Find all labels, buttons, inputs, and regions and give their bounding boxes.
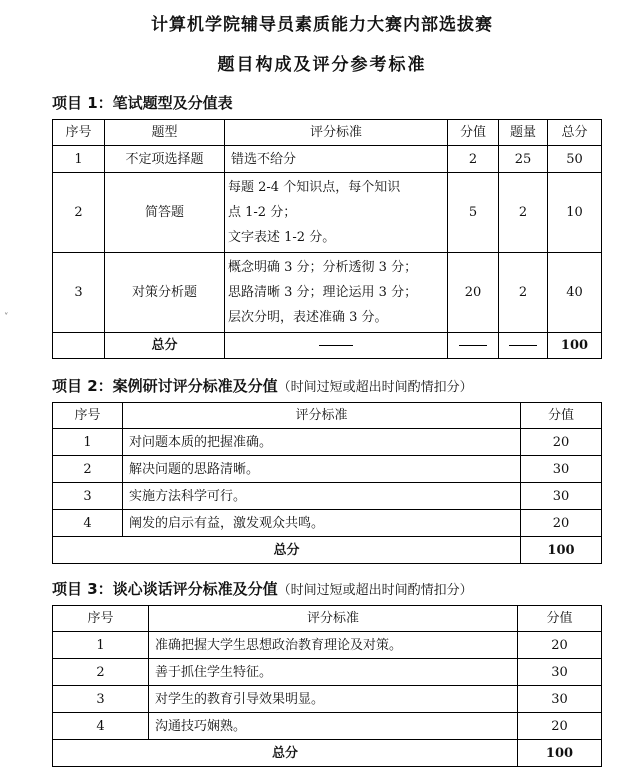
row-no: 2 bbox=[53, 659, 149, 686]
table-header-row bbox=[53, 403, 602, 429]
total-empty-cell bbox=[53, 333, 105, 359]
criteria-line: 思路清晰 3 分；理论运用 3 分； bbox=[228, 285, 418, 300]
row-score: 30 bbox=[521, 483, 602, 510]
section3-heading bbox=[52, 578, 473, 599]
header-type: 题型 bbox=[105, 120, 225, 146]
document-title: 计算机学院辅导员素质能力大赛内部选拔赛 bbox=[151, 15, 493, 35]
row-score: 20 bbox=[518, 632, 602, 659]
section1-heading: 项目 1：笔试题型及分值表 bbox=[52, 94, 233, 112]
header-total: 总分 bbox=[548, 120, 602, 146]
row-score: 20 bbox=[518, 713, 602, 740]
row-criteria: 准确把握大学生思想政治教育理论及对策。 bbox=[149, 632, 518, 659]
row-total: 50 bbox=[548, 146, 602, 173]
total-label: 总分 bbox=[53, 740, 518, 767]
table-row bbox=[53, 510, 602, 537]
row-score: 20 bbox=[448, 253, 499, 333]
header-no: 序号 bbox=[53, 120, 105, 146]
table-row bbox=[53, 429, 602, 456]
row-score: 30 bbox=[518, 686, 602, 713]
row-no: 2 bbox=[53, 173, 105, 253]
total-value: 100 bbox=[518, 740, 602, 767]
heart-talk-table bbox=[52, 605, 602, 767]
row-score: 5 bbox=[448, 173, 499, 253]
header-score: 分值 bbox=[518, 606, 602, 632]
table-row bbox=[53, 173, 602, 253]
table-row bbox=[53, 456, 602, 483]
section3-title: 项目 3：谈心谈话评分标准及分值 bbox=[52, 580, 278, 598]
table-row bbox=[53, 659, 602, 686]
row-criteria: 实施方法科学可行。 bbox=[123, 483, 521, 510]
header-no: 序号 bbox=[53, 403, 123, 429]
row-total: 10 bbox=[548, 173, 602, 253]
section2-heading bbox=[52, 375, 473, 396]
row-total: 40 bbox=[548, 253, 602, 333]
row-no: 4 bbox=[53, 713, 149, 740]
criteria-line: 概念明确 3 分；分析透彻 3 分； bbox=[228, 260, 418, 275]
table-total-row bbox=[53, 740, 602, 767]
table-total-row bbox=[53, 333, 602, 359]
row-no: 1 bbox=[53, 146, 105, 173]
criteria-line: 每题 2-4 个知识点，每个知识 bbox=[228, 180, 401, 195]
header-count: 题量 bbox=[499, 120, 548, 146]
criteria-line: 层次分明，表述准确 3 分。 bbox=[228, 310, 388, 325]
total-label: 总分 bbox=[53, 537, 521, 564]
row-criteria: 错选不给分 bbox=[225, 146, 448, 173]
row-score: 2 bbox=[448, 146, 499, 173]
row-count: 2 bbox=[499, 173, 548, 253]
row-score: 30 bbox=[521, 456, 602, 483]
table-row bbox=[53, 713, 602, 740]
row-criteria bbox=[225, 173, 448, 253]
table-row bbox=[53, 686, 602, 713]
case-study-table bbox=[52, 402, 602, 564]
row-score: 20 bbox=[521, 429, 602, 456]
row-criteria: 沟通技巧娴熟。 bbox=[149, 713, 518, 740]
total-value: 100 bbox=[548, 333, 602, 359]
row-no: 3 bbox=[53, 253, 105, 333]
row-criteria: 解决问题的思路清晰。 bbox=[123, 456, 521, 483]
row-no: 1 bbox=[53, 429, 123, 456]
total-dash-cell bbox=[499, 333, 548, 359]
row-type: 不定项选择题 bbox=[105, 146, 225, 173]
total-label: 总分 bbox=[105, 333, 225, 359]
section3-note: （时间过短或超出时间酌情扣分） bbox=[277, 583, 473, 598]
row-type: 对策分析题 bbox=[105, 253, 225, 333]
header-score: 分值 bbox=[521, 403, 602, 429]
row-criteria bbox=[225, 253, 448, 333]
header-criteria: 评分标准 bbox=[149, 606, 518, 632]
dash-mark bbox=[459, 345, 487, 346]
section2-note: （时间过短或超出时间酌情扣分） bbox=[277, 380, 473, 395]
total-dash-cell bbox=[448, 333, 499, 359]
margin-mark: ˅ bbox=[4, 313, 9, 323]
criteria-line: 点 1-2 分； bbox=[228, 205, 297, 220]
row-type: 简答题 bbox=[105, 173, 225, 253]
row-score: 20 bbox=[521, 510, 602, 537]
row-no: 1 bbox=[53, 632, 149, 659]
header-score: 分值 bbox=[448, 120, 499, 146]
row-count: 2 bbox=[499, 253, 548, 333]
dash-mark bbox=[509, 345, 537, 346]
table-row bbox=[53, 483, 602, 510]
row-score: 30 bbox=[518, 659, 602, 686]
row-no: 3 bbox=[53, 483, 123, 510]
total-dash-cell bbox=[225, 333, 448, 359]
row-criteria: 善于抓住学生特征。 bbox=[149, 659, 518, 686]
table-row bbox=[53, 146, 602, 173]
section2-title: 项目 2：案例研讨评分标准及分值 bbox=[52, 377, 278, 395]
row-no: 4 bbox=[53, 510, 123, 537]
table-header-row bbox=[53, 120, 602, 146]
table-row bbox=[53, 632, 602, 659]
written-exam-table bbox=[52, 119, 602, 359]
dash-mark bbox=[319, 345, 353, 346]
total-value: 100 bbox=[521, 537, 602, 564]
row-count: 25 bbox=[499, 146, 548, 173]
criteria-line: 文字表述 1-2 分。 bbox=[228, 230, 336, 245]
header-criteria: 评分标准 bbox=[225, 120, 448, 146]
row-no: 2 bbox=[53, 456, 123, 483]
row-criteria: 对问题本质的把握准确。 bbox=[123, 429, 521, 456]
document-subtitle: 题目构成及评分参考标准 bbox=[217, 55, 427, 75]
row-no: 3 bbox=[53, 686, 149, 713]
header-no: 序号 bbox=[53, 606, 149, 632]
row-criteria: 对学生的教育引导效果明显。 bbox=[149, 686, 518, 713]
row-criteria: 阐发的启示有益，激发观众共鸣。 bbox=[123, 510, 521, 537]
table-header-row bbox=[53, 606, 602, 632]
table-total-row bbox=[53, 537, 602, 564]
table-row bbox=[53, 253, 602, 333]
header-criteria: 评分标准 bbox=[123, 403, 521, 429]
